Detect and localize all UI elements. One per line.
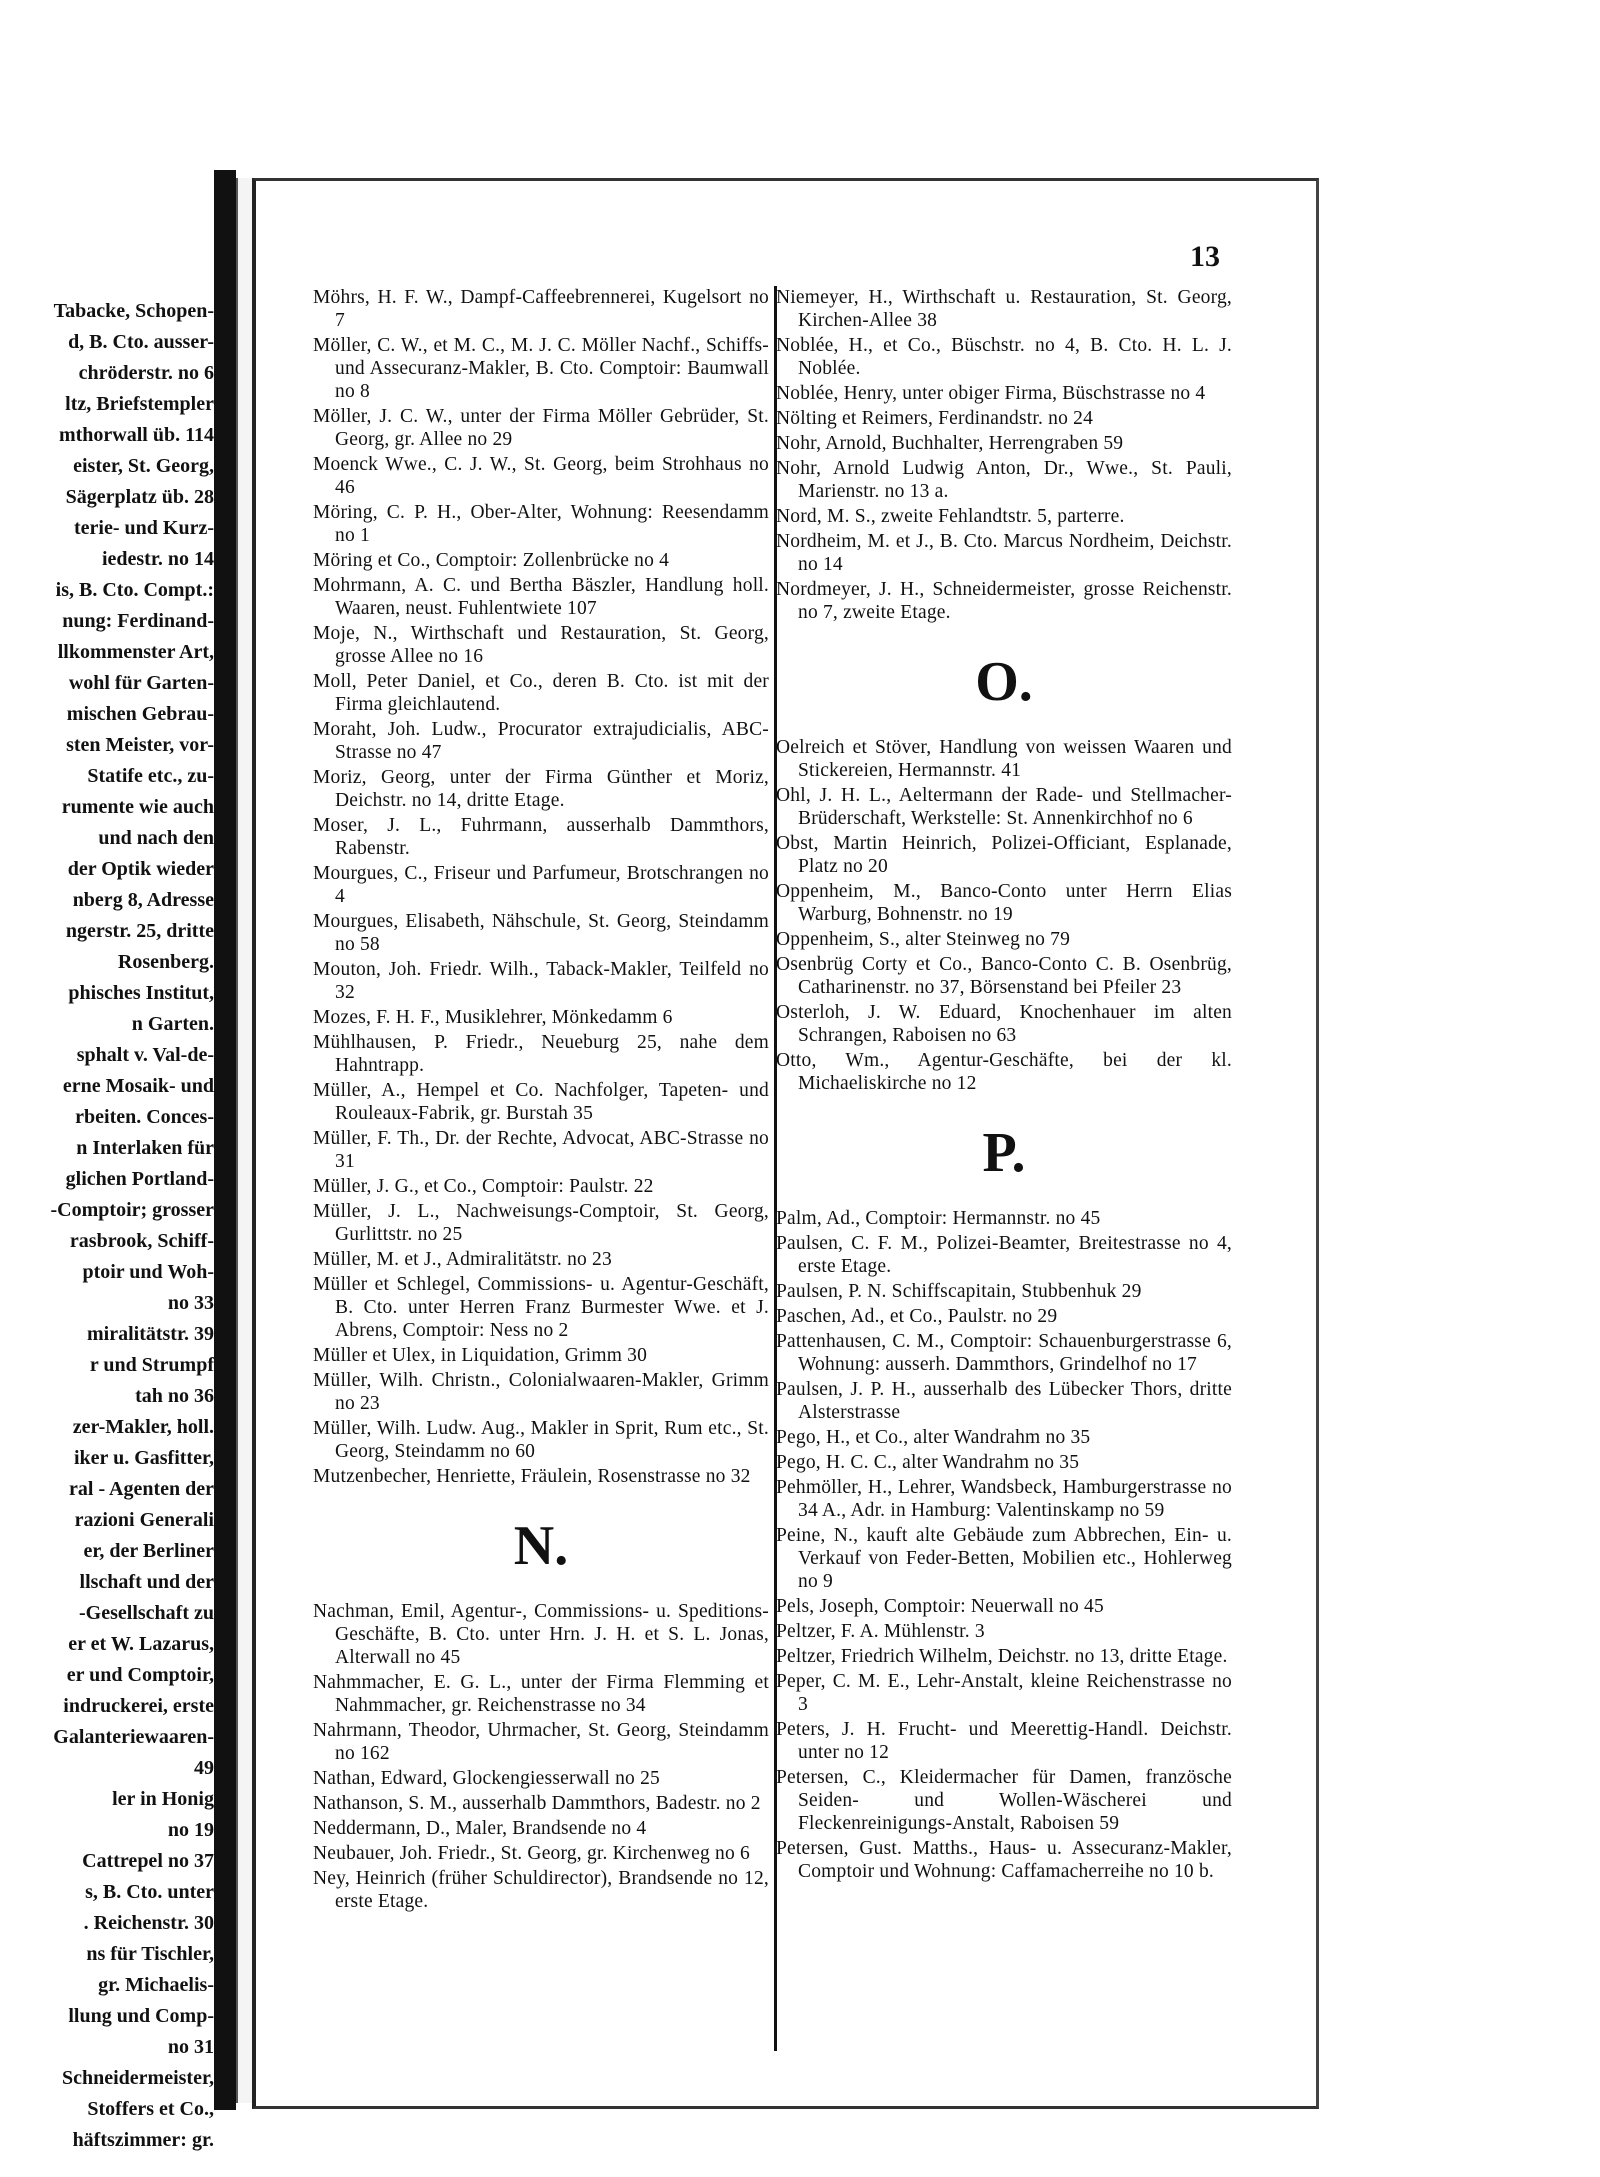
directory-entry: Pels, Joseph, Comptoir: Neuerwall no 45: [776, 1596, 1104, 1617]
directory-entry: Müller et Schlegel, Commissions- u. Agentur-Geschäft, B. Cto. unter Herren Franz Burmester Wwe. et J. Abrens, Comptoir: Ness no 2: [313, 1274, 769, 1341]
left-page-line: wohl für Garten-: [68, 672, 214, 694]
directory-entry: Mutzenbecher, Henriette, Fräulein, Rosenstrasse no 32: [313, 1466, 751, 1487]
left-page-line: Tabacke, Schopen-: [53, 300, 214, 322]
left-page-line: -Gesellschaft zu: [79, 1602, 214, 1624]
directory-entry: Peper, C. M. E., Lehr-Anstalt, kleine Reichenstrasse no 3: [776, 1671, 1232, 1715]
left-page-line: Sägerplatz üb. 28: [65, 486, 214, 508]
left-page-fragment: [0, 170, 228, 2151]
directory-entry: Müller, J. L., Nachweisungs-Comptoir, St. Georg, Gurlittstr. no 25: [313, 1201, 769, 1245]
directory-entry: Oppenheim, S., alter Steinweg no 79: [776, 929, 1071, 950]
directory-entry: Mühlhausen, P. Friedr., Neueburg 25, nahe dem Hahntrapp.: [313, 1032, 769, 1076]
left-page-line: . Reichenstr. 30: [83, 1912, 214, 1934]
left-page-line: n Interlaken für: [76, 1137, 214, 1159]
left-page-line: sphalt v. Val-de-: [76, 1044, 214, 1066]
left-page-line: rasbrook, Schiff-: [69, 1230, 214, 1252]
directory-entry: Möring, C. P. H., Ober-Alter, Wohnung: Reesendamm no 1: [313, 502, 769, 546]
directory-entry: Petersen, Gust. Matths., Haus- u. Assecuranz-Makler, Comptoir und Wohnung: Caffamacherreihe no 10 b.: [776, 1838, 1232, 1882]
directory-entry: Nordmeyer, J. H., Schneidermeister, grosse Reichenstr. no 7, zweite Etage.: [776, 579, 1232, 623]
section-letter: N.: [513, 1515, 569, 1577]
directory-entry: Müller, Wilh. Christn., Colonialwaaren-Makler, Grimm no 23: [313, 1370, 769, 1414]
directory-entry: Nölting et Reimers, Ferdinandstr. no 24: [776, 408, 1094, 429]
left-page-line: indruckerei, erste: [63, 1695, 214, 1717]
directory-entry: Moser, J. L., Fuhrmann, ausserhalb Dammthors, Rabenstr.: [313, 815, 769, 859]
directory-entry: Mohrmann, A. C. und Bertha Bäszler, Handlung holl. Waaren, neust. Fuhlentwiete 107: [313, 575, 769, 619]
left-page-line: tah no 36: [135, 1385, 214, 1407]
left-page-line: ns für Tischler,: [86, 1943, 214, 1965]
directory-entry: Niemeyer, H., Wirthschaft u. Restauration, St. Georg, Kirchen-Allee 38: [776, 287, 1232, 331]
left-page-line: iker u. Gasfitter,: [74, 1447, 214, 1469]
section-letter: P.: [982, 1122, 1026, 1184]
left-page-line: mischen Gebrau-: [66, 703, 214, 725]
left-page-line: chröderstr. no 6: [78, 362, 214, 384]
left-page-line: er und Comptoir,: [66, 1664, 214, 1686]
left-page-line: no 31: [167, 2036, 214, 2058]
directory-entry: Peltzer, Friedrich Wilhelm, Deichstr. no 13, dritte Etage.: [776, 1646, 1228, 1667]
directory-entry: Paulsen, P. N. Schiffscapitain, Stubbenhuk 29: [776, 1281, 1142, 1302]
directory-entry: Pego, H., et Co., alter Wandrahm no 35: [776, 1427, 1091, 1448]
left-page-line: der Optik wieder: [67, 858, 214, 880]
left-page-line: glichen Portland-: [65, 1168, 214, 1190]
directory-entry: Palm, Ad., Comptoir: Hermannstr. no 45: [776, 1208, 1101, 1229]
left-page-line: Galanteriewaaren-: [53, 1726, 214, 1748]
left-page-line: llschaft und der: [79, 1571, 214, 1593]
directory-entry: Müller, A., Hempel et Co. Nachfolger, Tapeten- und Rouleaux-Fabrik, gr. Burstah 35: [313, 1080, 769, 1124]
directory-entry: Müller, Wilh. Ludw. Aug., Makler in Sprit, Rum etc., St. Georg, Steindamm no 60: [313, 1418, 769, 1462]
left-page-line: d, B. Cto. ausser-: [68, 331, 214, 353]
left-page-line: zer-Makler, holl.: [72, 1416, 214, 1438]
directory-entry: Moenck Wwe., C. J. W., St. Georg, beim Strohhaus no 46: [313, 454, 769, 498]
left-page-line: er et W. Lazarus,: [68, 1633, 214, 1655]
directory-entry: Peine, N., kauft alte Gebäude zum Abbrechen, Ein- u. Verkauf von Feder-Betten, Mobilien etc., Hohlerweg no 9: [776, 1525, 1232, 1592]
directory-entry: Oppenheim, M., Banco-Conto unter Herrn Elias Warburg, Bohnenstr. no 19: [776, 881, 1232, 925]
left-page-line: mthorwall üb. 114: [58, 424, 214, 446]
directory-entry: Moraht, Joh. Ludw., Procurator extrajudicialis, ABC-Strasse no 47: [313, 719, 769, 763]
directory-entry: Noblée, Henry, unter obiger Firma, Büschstrasse no 4: [776, 383, 1206, 404]
directory-entry: Paulsen, J. P. H., ausserhalb des Lübecker Thors, dritte Alsterstrasse: [776, 1379, 1232, 1423]
left-page-line: llkommenster Art,: [57, 641, 214, 663]
directory-entry: Peltzer, F. A. Mühlenstr. 3: [776, 1621, 985, 1642]
left-page-line: erne Mosaik- und: [62, 1075, 214, 1097]
left-page-line: sten Meister, vor-: [66, 734, 214, 756]
directory-entry: Nahmmacher, E. G. L., unter der Firma Flemming et Nahmmacher, gr. Reichenstrasse no 34: [313, 1672, 769, 1716]
left-page-line: ltz, Briefstempler: [65, 393, 214, 415]
left-page-line: rbeiten. Conces-: [75, 1106, 214, 1128]
directory-entry: Müller, J. G., et Co., Comptoir: Paulstr. 22: [313, 1176, 654, 1197]
left-page-line: r und Strumpf: [89, 1354, 214, 1376]
directory-entry: Otto, Wm., Agentur-Geschäfte, bei der kl. Michaeliskirche no 12: [776, 1050, 1232, 1094]
book-gutter: [214, 170, 236, 2110]
directory-entry: Ohl, J. H. L., Aeltermann der Rade- und Stellmacher-Brüderschaft, Werkstelle: St. Annenkirchhof no 6: [776, 785, 1232, 829]
left-page-line: Cattrepel no 37: [82, 1850, 214, 1872]
left-page-line: und nach den: [98, 827, 214, 849]
section-letter: O.: [975, 651, 1033, 713]
left-page-line: ral - Agenten der: [69, 1478, 214, 1500]
directory-entry: Neddermann, D., Maler, Brandsende no 4: [313, 1818, 647, 1839]
left-page-line: Schneidermeister,: [61, 2067, 214, 2089]
left-page-line: llung und Comp-: [68, 2005, 214, 2027]
directory-entry: Noblée, H., et Co., Büschstr. no 4, B. Cto. H. L. J. Noblée.: [776, 335, 1232, 379]
left-page-line: no 19: [167, 1819, 214, 1841]
left-page-line: häftszimmer: gr.: [72, 2129, 214, 2151]
left-page-line: ngerstr. 25, dritte: [65, 920, 214, 942]
directory-entry: Moje, N., Wirthschaft und Restauration, St. Georg, grosse Allee no 16: [313, 623, 769, 667]
directory-entry: Mouton, Joh. Friedr. Wilh., Taback-Makler, Teilfeld no 32: [313, 959, 769, 1003]
directory-entry: Nord, M. S., zweite Fehlandtstr. 5, parterre.: [776, 506, 1125, 527]
left-page-line: phisches Institut,: [68, 982, 214, 1004]
directory-entry: Nahrmann, Theodor, Uhrmacher, St. Georg, Steindamm no 162: [313, 1720, 769, 1764]
directory-entry: Nathanson, S. M., ausserhalb Dammthors, Badestr. no 2: [313, 1793, 761, 1814]
directory-entry: Möring et Co., Comptoir: Zollenbrücke no 4: [313, 550, 670, 571]
directory-entry: Pattenhausen, C. M., Comptoir: Schauenburgerstrasse 6, Wohnung: ausserh. Dammthors, Grindelhof no 17: [776, 1331, 1232, 1375]
directory-entry: Möhrs, H. F. W., Dampf-Caffeebrennerei, Kugelsort no 7: [313, 287, 769, 331]
directory-entry: Neubauer, Joh. Friedr., St. Georg, gr. Kirchenweg no 6: [313, 1843, 750, 1864]
directory-entry: Mourgues, Elisabeth, Nähschule, St. Georg, Steindamm no 58: [313, 911, 769, 955]
directory-entry: Petersen, C., Kleidermacher für Damen, französche Seiden- und Wollen-Wäscherei und Fleckenreinigungs-Anstalt, Raboisen 59: [776, 1767, 1232, 1834]
left-page-line: razioni Generali: [74, 1509, 214, 1531]
directory-entry: Nathan, Edward, Glockengiesserwall no 25: [313, 1768, 660, 1789]
left-page-line: gr. Michaelis-: [98, 1974, 214, 1996]
left-page-line: no 33: [167, 1292, 214, 1314]
page-number: 13: [1190, 240, 1220, 273]
directory-entry: Möller, J. C. W., unter der Firma Möller Gebrüder, St. Georg, gr. Allee no 29: [313, 406, 769, 450]
directory-entry: Nordheim, M. et J., B. Cto. Marcus Nordheim, Deichstr. no 14: [776, 531, 1232, 575]
directory-entry: Möller, C. W., et M. C., M. J. C. Möller Nachf., Schiffs- und Assecuranz-Makler, B. Cto. Comptoir: Baumwall no 8: [313, 335, 769, 402]
left-page-line: 49: [194, 1757, 214, 1779]
directory-entry: Peters, J. H. Frucht- und Meerettig-Handl. Deichstr. unter no 12: [776, 1719, 1232, 1763]
left-page-line: ptoir und Woh-: [82, 1261, 214, 1283]
left-page-line: eister, St. Georg,: [73, 455, 214, 477]
directory-entry: Pego, H. C. C., alter Wandrahm no 35: [776, 1452, 1080, 1473]
directory-entry: Nohr, Arnold Ludwig Anton, Dr., Wwe., St. Pauli, Marienstr. no 13 a.: [776, 458, 1232, 502]
left-page-line: iedestr. no 14: [101, 548, 214, 570]
left-page-line: Statife etc., zu-: [87, 765, 214, 787]
left-page-line: terie- und Kurz-: [74, 517, 214, 539]
directory-entry: Moriz, Georg, unter der Firma Günther et Moriz, Deichstr. no 14, dritte Etage.: [313, 767, 769, 811]
directory-entry: Obst, Martin Heinrich, Polizei-Officiant, Esplanade, Platz no 20: [776, 833, 1232, 877]
directory-entry: Nohr, Arnold, Buchhalter, Herrengraben 59: [776, 433, 1124, 454]
directory-entry: Osenbrüg Corty et Co., Banco-Conto C. B. Osenbrüg, Catharinenstr. no 37, Börsenstand bei Pfeiler 23: [776, 954, 1232, 998]
directory-entry: Mozes, F. H. F., Musiklehrer, Mönkedamm 6: [313, 1007, 673, 1028]
left-page-line: -Comptoir; grosser: [50, 1199, 214, 1221]
directory-entry: Ney, Heinrich (früher Schuldirector), Brandsende no 12, erste Etage.: [313, 1868, 769, 1912]
directory-column-left: [313, 286, 769, 1915]
left-page-line: nung: Ferdinand-: [62, 610, 214, 632]
left-page-line: rumente wie auch: [61, 796, 214, 818]
directory-entry: Müller et Ulex, in Liquidation, Grimm 30: [313, 1345, 648, 1366]
directory-entry: Oelreich et Stöver, Handlung von weissen Waaren und Stickereien, Hermannstr. 41: [776, 737, 1232, 781]
left-page-line: Rosenberg.: [117, 951, 214, 973]
directory-column-right: [776, 286, 1232, 1885]
left-page-line: s, B. Cto. unter: [85, 1881, 214, 1903]
directory-entry: Paulsen, C. F. M., Polizei-Beamter, Breitestrasse no 4, erste Etage.: [776, 1233, 1232, 1277]
left-page-line: miralitätstr. 39: [86, 1323, 214, 1345]
directory-entry: Paschen, Ad., et Co., Paulstr. no 29: [776, 1306, 1058, 1327]
left-page-line: n Garten.: [131, 1013, 214, 1035]
directory-entry: Mourgues, C., Friseur und Parfumeur, Brotschrangen no 4: [313, 863, 769, 907]
left-page-line: nberg 8, Adresse: [72, 889, 214, 911]
directory-entry: Nachman, Emil, Agentur-, Commissions- u. Speditions-Geschäfte, B. Cto. unter Hrn. J. H. et S. L. Jonas, Alterwall no 45: [313, 1601, 769, 1668]
directory-entry: Pehmöller, H., Lehrer, Wandsbeck, Hamburgerstrasse no 34 A., Adr. in Hamburg: Valentinskamp no 59: [776, 1477, 1232, 1521]
left-page-line: er, der Berliner: [83, 1540, 214, 1562]
directory-entry: Osterloh, J. W. Eduard, Knochenhauer im alten Schrangen, Raboisen no 63: [776, 1002, 1232, 1046]
directory-entry: Moll, Peter Daniel, et Co., deren B. Cto. ist mit der Firma gleichlautend.: [313, 671, 769, 715]
left-page-line: is, B. Cto. Compt.:: [55, 579, 214, 601]
left-page-line: Stoffers et Co.,: [87, 2098, 214, 2120]
directory-entry: Müller, M. et J., Admiralitätstr. no 23: [313, 1249, 612, 1270]
left-page-line: ler in Honig: [112, 1788, 214, 1810]
directory-entry: Müller, F. Th., Dr. der Rechte, Advocat, ABC-Strasse no 31: [313, 1128, 769, 1172]
